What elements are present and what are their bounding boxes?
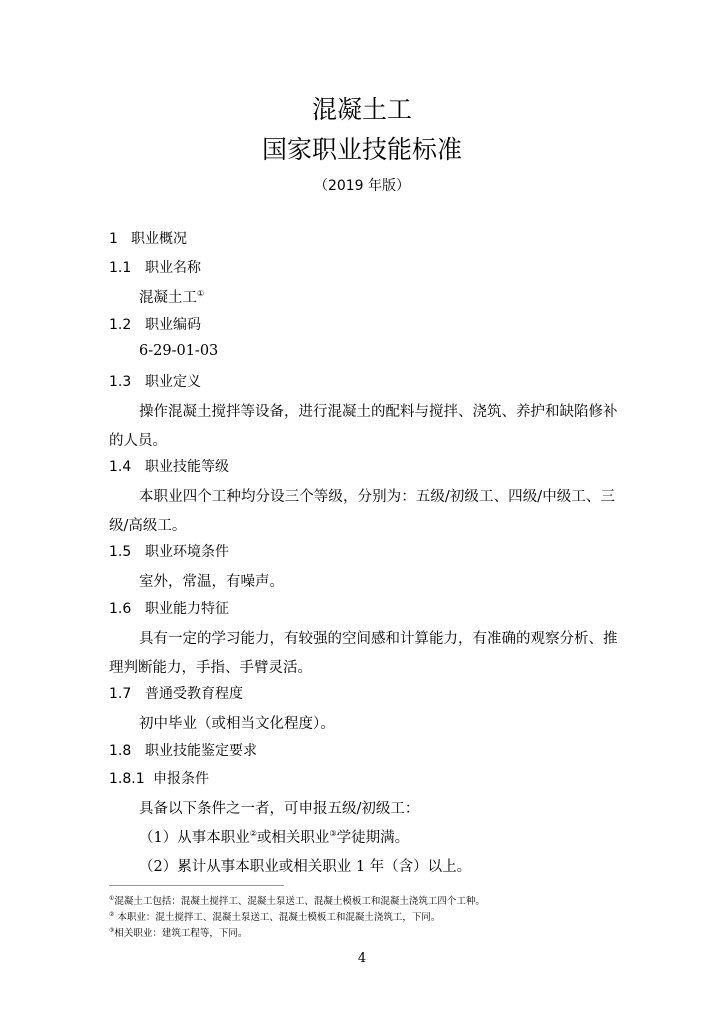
section-heading-1-5: 1.5 职业环境条件: [109, 544, 229, 560]
document-subtitle: 国家职业技能标准: [261, 135, 462, 164]
requirement-item-1: （1）从事本职业②或相关职业③学徒期满。: [139, 829, 410, 846]
section-heading-1-3: 1.3 职业定义: [109, 374, 201, 390]
ability-line-2: 理判断能力，手指、手臂灵活。: [109, 660, 312, 676]
occupation-code: 6-29-01-03: [139, 343, 219, 359]
section-heading-1-8-1: 1.8.1 申报条件: [109, 771, 209, 787]
levels-line-1: 本职业四个工种均分设三个等级，分别为：五级/初级工、四级/中级工、三: [139, 489, 615, 505]
environment-text: 室外，常温，有噪声。: [139, 574, 284, 590]
page-number: 4: [357, 951, 367, 966]
definition-line-2: 的人员。: [109, 433, 167, 449]
requirement-item-2: （2）累计从事本职业或相关职业 1 年（含）以上。: [139, 859, 472, 875]
section-heading-1: 1 职业概况: [109, 231, 187, 247]
section-heading-1-4: 1.4 职业技能等级: [109, 459, 229, 475]
edition-label: （2019 年版）: [313, 178, 411, 194]
footnote-ref-3[interactable]: ③: [329, 829, 337, 838]
ability-line-1: 具有一定的学习能力，有较强的空间感和计算能力，有准确的观察分析、推: [139, 631, 618, 647]
footnote-ref-2[interactable]: ②: [249, 829, 257, 838]
section-heading-1-7: 1.7 普通受教育程度: [109, 686, 243, 702]
section-heading-1-6: 1.6 职业能力特征: [109, 601, 229, 617]
levels-line-2: 级/高级工。: [109, 518, 187, 534]
definition-line-1: 操作混凝土搅拌等设备，进行混凝土的配料与搅拌、浇筑、养护和缺陷修补: [139, 404, 618, 420]
requirement-intro: 具备以下条件之一者，可申报五级/初级工：: [139, 801, 420, 817]
footnote-2: ② 本职业：混土搅拌工、混凝土泵送工、混凝土模板工和混凝土浇筑工，下同。: [109, 911, 441, 923]
footnote-ref-1[interactable]: ①: [197, 289, 205, 298]
footnote-3: ③相关职业：建筑工程等，下同。: [109, 927, 248, 939]
section-heading-1-1: 1.1 职业名称: [109, 260, 201, 276]
footnote-divider: [109, 885, 284, 886]
document-title: 混凝土工: [311, 95, 412, 124]
education-text: 初中毕业（或相当文化程度）。: [139, 716, 335, 732]
footnote-1: ①混凝土工包括：混凝土搅拌工、混凝土泵送工、混凝土模板工和混凝土浇筑工四个工种。: [109, 895, 485, 907]
section-heading-1-2: 1.2 职业编码: [109, 317, 201, 333]
section-heading-1-8: 1.8 职业技能鉴定要求: [109, 743, 257, 759]
occupation-name: 混凝土工①: [139, 289, 205, 306]
